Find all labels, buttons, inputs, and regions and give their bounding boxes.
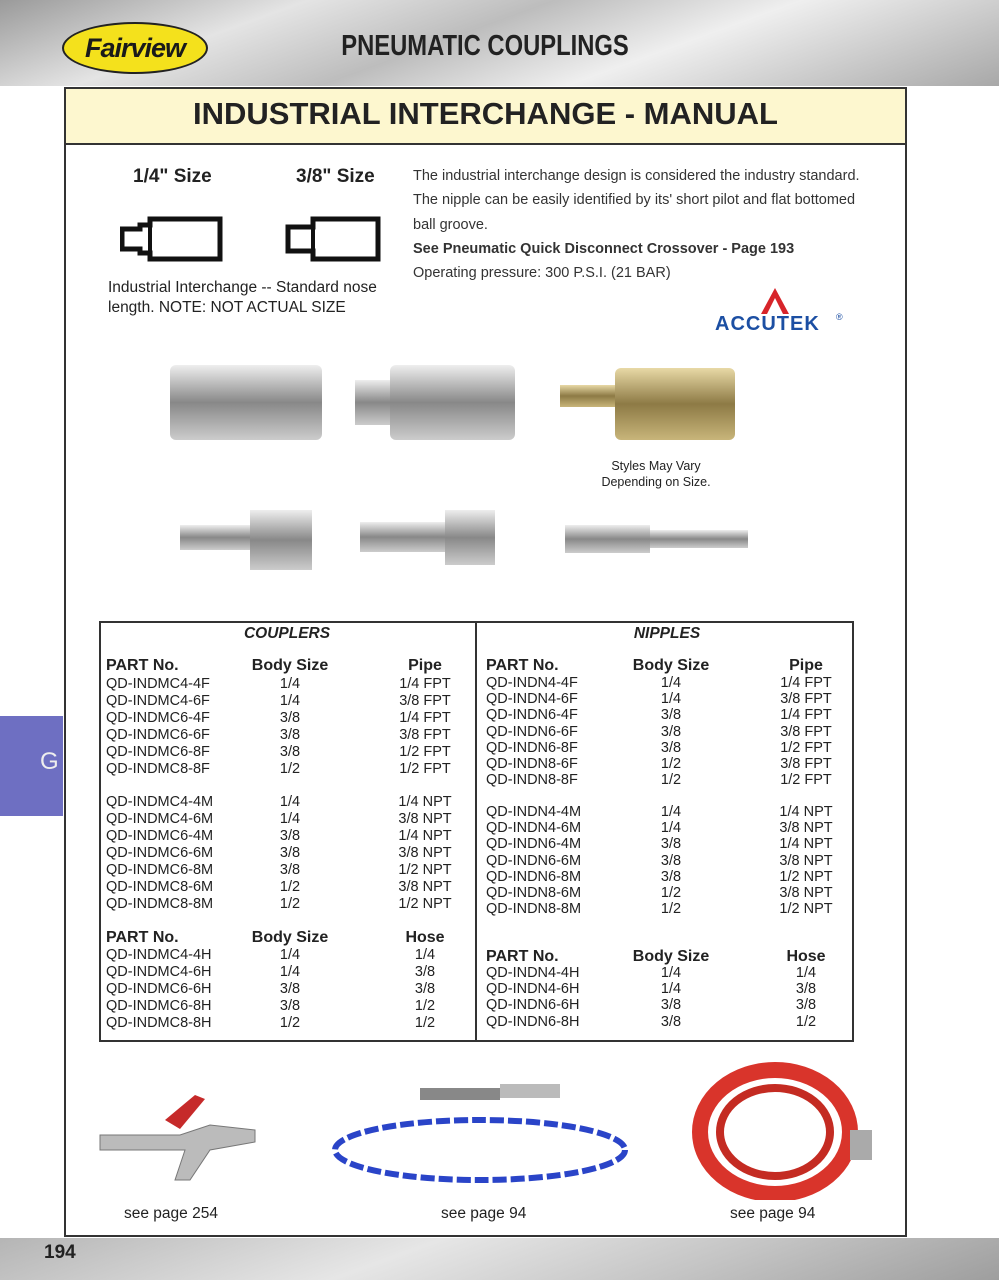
nipple-diagram-three-eighths: [285, 215, 385, 263]
column-header: PART No.: [486, 948, 559, 965]
body-size: 3/8: [279, 828, 301, 844]
column-header: PART No.: [106, 929, 179, 946]
styles-note-line-2: Depending on Size.: [601, 475, 711, 489]
connection-size: 1/2: [414, 1015, 436, 1031]
connection-size: 3/8 NPT: [398, 879, 452, 895]
registered-mark: ®: [836, 312, 843, 322]
couplers-section-title: COUPLERS: [243, 625, 331, 642]
body-size: 3/8: [279, 998, 301, 1014]
part-number: QD-INDMC8-8H: [106, 1015, 212, 1031]
part-number: QD-INDMC6-6M: [106, 845, 214, 861]
part-number: QD-INDMC4-4H: [106, 947, 212, 963]
connection-size: 1/2: [414, 998, 436, 1014]
red-hose-photo: [690, 1060, 880, 1200]
connection-size: 3/8 FPT: [780, 723, 832, 740]
connection-size: 1/4 FPT: [780, 707, 832, 724]
part-number: QD-INDMC6-4M: [106, 828, 214, 844]
table-divider: [475, 621, 477, 1042]
part-number: QD-INDMC6-8F: [106, 744, 210, 760]
size-label-three-eighths: 3/8" Size: [296, 166, 375, 187]
footer-banner: [0, 1238, 999, 1280]
part-number: QD-INDMC4-6M: [106, 811, 214, 827]
part-number: QD-INDMC8-6M: [106, 879, 214, 895]
part-number: QD-INDN6-8F: [486, 739, 578, 756]
column-header: Body Size: [251, 657, 329, 674]
body-size: 1/4: [279, 811, 301, 827]
part-number: QD-INDN8-6F: [486, 756, 578, 772]
part-number: QD-INDN4-6M: [486, 820, 582, 837]
body-size: 3/8: [660, 997, 682, 1014]
part-number: QD-INDN6-8M: [486, 868, 582, 885]
connection-size: 3/8: [795, 997, 817, 1014]
body-size: 1/4: [660, 820, 682, 837]
body-size: 1/4: [660, 965, 682, 981]
nipple-male-photo: [360, 510, 495, 565]
body-size: 3/8: [660, 1013, 682, 1030]
coupler-hose-photo: [560, 368, 735, 440]
part-number: QD-INDN8-8F: [486, 772, 578, 789]
operating-pressure: Operating pressure: 300 P.S.I. (21 BAR): [413, 265, 671, 281]
body-size: 3/8: [279, 744, 301, 760]
size-note: Industrial Interchange -- Standard nose length. NOTE: NOT ACTUAL SIZE: [108, 279, 377, 316]
body-size: 1/4: [660, 804, 682, 820]
connection-size: 1/4 NPT: [398, 828, 452, 844]
connection-size: 1/4 FPT: [399, 676, 451, 692]
part-number: QD-INDN4-4H: [486, 965, 580, 981]
connection-size: 3/8 NPT: [398, 811, 452, 827]
connection-size: 3/8: [414, 964, 436, 980]
column-header: Body Size: [251, 929, 329, 946]
connection-size: 1/2 NPT: [398, 862, 452, 878]
body-size: 1/2: [279, 1015, 301, 1031]
body-size: 1/2: [279, 761, 301, 777]
connection-size: 1/4: [795, 965, 817, 981]
part-number: QD-INDN4-6H: [486, 981, 580, 998]
body-size: 3/8: [660, 739, 682, 756]
part-number: QD-INDMC6-8H: [106, 998, 212, 1014]
part-number: QD-INDMC6-6F: [106, 727, 210, 743]
connection-size: 1/4 NPT: [779, 836, 833, 853]
connection-size: 1/4 FPT: [780, 675, 832, 691]
connection-size: 1/2 FPT: [780, 772, 832, 789]
body-size: 1/2: [660, 885, 682, 901]
connection-size: 1/4 NPT: [398, 794, 452, 810]
reference-red-hose[interactable]: see page 94: [730, 1205, 816, 1222]
body-size: 3/8: [279, 710, 301, 726]
nipple-diagram-quarter: [120, 215, 230, 263]
column-header: Hose: [405, 929, 445, 946]
connection-size: 3/8 NPT: [779, 885, 833, 901]
part-number: QD-INDMC6-8M: [106, 862, 214, 878]
column-header: Hose: [786, 948, 826, 965]
body-size: 1/4: [279, 794, 301, 810]
connection-size: 1/2 NPT: [779, 901, 833, 918]
nipple-hose-photo: [565, 525, 748, 553]
part-number: QD-INDN6-6F: [486, 723, 578, 740]
connection-size: 3/8 NPT: [398, 845, 452, 861]
body-size: 3/8: [279, 862, 301, 878]
connection-size: 3/8 FPT: [780, 691, 832, 708]
body-size: 1/4: [279, 693, 301, 709]
part-number: QD-INDMC4-6H: [106, 964, 212, 980]
part-number: QD-INDN6-8H: [486, 1013, 580, 1030]
body-size: 1/2: [660, 901, 682, 918]
accutek-wordmark: ACCUTEK: [715, 313, 820, 335]
part-number: QD-INDMC4-4M: [106, 794, 214, 810]
part-number: QD-INDMC8-8M: [106, 896, 214, 912]
connection-size: 1/2 NPT: [398, 896, 452, 912]
body-size: 3/8: [660, 852, 682, 869]
nipple-female-photo: [180, 510, 312, 570]
column-header: Body Size: [632, 657, 710, 674]
nipples-section-title: NIPPLES: [633, 625, 701, 642]
description-line-2: The nipple can be easily identified by its' short pilot and flat bottomed: [413, 192, 856, 208]
connection-size: 3/8: [414, 981, 436, 997]
body-size: 1/4: [660, 981, 682, 998]
connection-size: 1/2 FPT: [399, 761, 451, 777]
part-number: QD-INDN6-6M: [486, 852, 582, 869]
size-label-quarter: 1/4" Size: [133, 166, 212, 187]
part-number: QD-INDN6-4F: [486, 707, 578, 724]
column-header: PART No.: [106, 657, 179, 674]
reference-coiled-hose[interactable]: see page 94: [441, 1205, 527, 1222]
description-line-3: ball groove.: [413, 217, 488, 233]
styles-note-line-1: Styles May Vary: [611, 459, 701, 473]
connection-size: 3/8 NPT: [779, 820, 833, 837]
body-size: 1/4: [660, 675, 682, 691]
coupler-male-photo: [355, 365, 515, 440]
part-number: QD-INDMC6-4F: [106, 710, 210, 726]
body-size: 3/8: [279, 727, 301, 743]
part-number: QD-INDN4-4F: [486, 675, 578, 691]
body-size: 3/8: [279, 981, 301, 997]
section-tab-letter: G: [40, 748, 59, 775]
part-number: QD-INDMC8-8F: [106, 761, 210, 777]
connection-size: 1/2 FPT: [780, 739, 832, 756]
section-title: PNEUMATIC COUPLINGS: [341, 30, 629, 62]
part-number: QD-INDMC4-6F: [106, 693, 210, 709]
body-size: 3/8: [660, 868, 682, 885]
body-size: 1/2: [279, 879, 301, 895]
blow-gun-photo: [95, 1080, 260, 1195]
reference-blow-gun[interactable]: see page 254: [124, 1205, 218, 1222]
column-header: Body Size: [632, 948, 710, 965]
body-size: 1/2: [279, 896, 301, 912]
connection-size: 3/8 FPT: [780, 756, 832, 772]
body-size: 1/4: [660, 691, 682, 708]
styles-note: [585, 458, 727, 490]
part-number: QD-INDN6-4M: [486, 836, 582, 853]
coupler-female-photo: [170, 365, 322, 440]
fairview-logo: Fairview: [62, 22, 208, 74]
part-number: QD-INDN8-8M: [486, 901, 582, 918]
description-line-1: The industrial interchange design is considered the industry standard.: [413, 168, 860, 184]
page-number: 194: [44, 1242, 76, 1263]
part-number: QD-INDMC4-4F: [106, 676, 210, 692]
connection-size: 3/8 FPT: [399, 727, 451, 743]
body-size: 1/2: [660, 772, 682, 789]
body-size: 1/4: [279, 947, 301, 963]
part-number: QD-INDN4-4M: [486, 804, 582, 820]
column-header: Pipe: [408, 657, 442, 674]
connection-size: 1/2 FPT: [399, 744, 451, 760]
connection-size: 1/4: [414, 947, 436, 963]
body-size: 3/8: [660, 723, 682, 740]
body-size: 1/4: [279, 676, 301, 692]
column-header: PART No.: [486, 657, 559, 674]
accutek-logo: [715, 286, 845, 336]
part-number: QD-INDN8-6M: [486, 885, 582, 901]
part-number: QD-INDN6-6H: [486, 997, 580, 1014]
body-size: 1/2: [660, 756, 682, 772]
connection-size: 1/2 NPT: [779, 868, 833, 885]
body-size: 3/8: [279, 845, 301, 861]
part-number: QD-INDMC6-6H: [106, 981, 212, 997]
crossover-link[interactable]: See Pneumatic Quick Disconnect Crossover - Page 193: [413, 241, 795, 257]
body-size: 3/8: [660, 707, 682, 724]
body-size: 1/4: [279, 964, 301, 980]
connection-size: 3/8: [795, 981, 817, 998]
coiled-hose-photo: [330, 1080, 645, 1195]
part-number: QD-INDN4-6F: [486, 691, 578, 708]
connection-size: 1/4 FPT: [399, 710, 451, 726]
connection-size: 1/4 NPT: [779, 804, 833, 820]
connection-size: 3/8 FPT: [399, 693, 451, 709]
connection-size: 3/8 NPT: [779, 852, 833, 869]
column-header: Pipe: [789, 657, 823, 674]
body-size: 3/8: [660, 836, 682, 853]
page-title: INDUSTRIAL INTERCHANGE - MANUAL: [193, 96, 778, 131]
connection-size: 1/2: [795, 1013, 817, 1030]
